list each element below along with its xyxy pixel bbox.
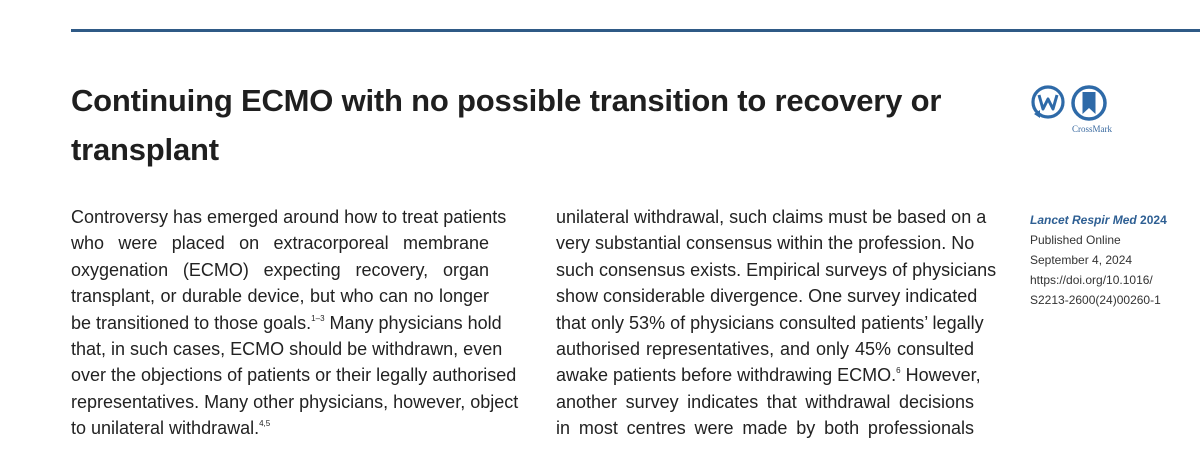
journal-year: 2024	[1140, 213, 1167, 227]
title-line-2: transplant	[71, 132, 219, 167]
body-line	[556, 257, 997, 283]
body-line-text: transplant, or durable device, but who can no longer	[71, 286, 489, 307]
body-line	[71, 283, 489, 309]
crossmark-label: CrossMark	[1072, 124, 1112, 134]
body-line	[556, 204, 987, 230]
doi-link-line-2[interactable]: S2213-2600(24)00260-1	[1030, 293, 1161, 307]
citation-superscript[interactable]: 1–3	[311, 313, 325, 323]
body-line-text: representatives. Many other physicians, however, object	[71, 391, 519, 412]
badges	[1030, 84, 1130, 144]
body-line	[556, 283, 978, 309]
body-line	[71, 415, 489, 441]
body-line-text: that only 53% of physicians consulted patients’ legally	[556, 312, 984, 333]
body-line-text: Controversy has emerged around how to treat patients	[71, 207, 507, 227]
body-line	[71, 336, 503, 362]
body-column-right	[556, 204, 997, 442]
published-online-label	[1030, 230, 1200, 250]
journal-citation[interactable]	[1030, 210, 1200, 230]
body-line-text: another survey indicates that withdrawal decisions	[556, 391, 974, 412]
published-suffix: Online	[1086, 233, 1121, 247]
body-line-text: over the objections of patients or their legally authorised	[71, 365, 517, 386]
body-line	[556, 389, 974, 415]
wiley-online-icon[interactable]	[1030, 84, 1066, 122]
body-line-text: that, in such cases, ECMO should be withdrawn, even	[71, 338, 503, 359]
body-line-text: oxygenation (ECMO) expecting recovery, organ	[71, 259, 489, 280]
body-line-text: such consensus exists. Empirical surveys of physicians	[556, 259, 997, 280]
body-line	[556, 362, 981, 388]
body-line-text: to unilateral withdrawal.	[71, 418, 260, 439]
body-line	[556, 310, 984, 336]
article-sidebar	[1030, 210, 1200, 310]
body-line	[71, 389, 519, 415]
body-line-text: show considerable divergence. One survey indicated	[556, 286, 978, 307]
body-line-text: awake patients before withdrawing ECMO.	[556, 365, 897, 386]
body-line	[71, 310, 502, 336]
doi-link-line-1[interactable]: https://doi.org/10.1016/	[1030, 273, 1153, 287]
citation-superscript[interactable]: 4,5	[259, 419, 271, 429]
body-line-text-after: However,	[900, 365, 981, 386]
citation-superscript[interactable]: 6	[896, 366, 901, 376]
article-title	[71, 76, 1011, 174]
crossmark-bookmark-icon[interactable]	[1070, 84, 1108, 122]
body-line	[556, 415, 974, 441]
body-line	[71, 204, 507, 230]
body-line-text: who were placed on extracorporeal membrane	[71, 233, 489, 254]
body-line	[556, 230, 974, 256]
body-line-text: authorised representatives, and only 45% consulted	[556, 338, 974, 359]
published-prefix: Published	[1030, 233, 1087, 247]
title-line-1: Continuing ECMO with no possible transition to recovery or	[71, 83, 942, 118]
body-line-text: be transitioned to those goals.	[71, 312, 312, 333]
body-line-text: unilateral withdrawal, such claims must be based on a	[556, 207, 987, 227]
journal-name: Lancet Respir Med	[1030, 213, 1137, 227]
body-column-left	[71, 204, 519, 442]
body-line-text-after: Many physicians hold	[324, 312, 502, 333]
top-rule	[71, 29, 1200, 32]
body-line-text: very substantial consensus within the profession. No	[556, 233, 975, 254]
published-date: September 4, 2024	[1030, 253, 1133, 267]
body-line	[71, 257, 489, 283]
body-line	[71, 362, 517, 388]
body-line	[71, 230, 489, 256]
body-line	[556, 336, 974, 362]
body-line-text: in most centres were made by both professionals	[556, 418, 974, 439]
